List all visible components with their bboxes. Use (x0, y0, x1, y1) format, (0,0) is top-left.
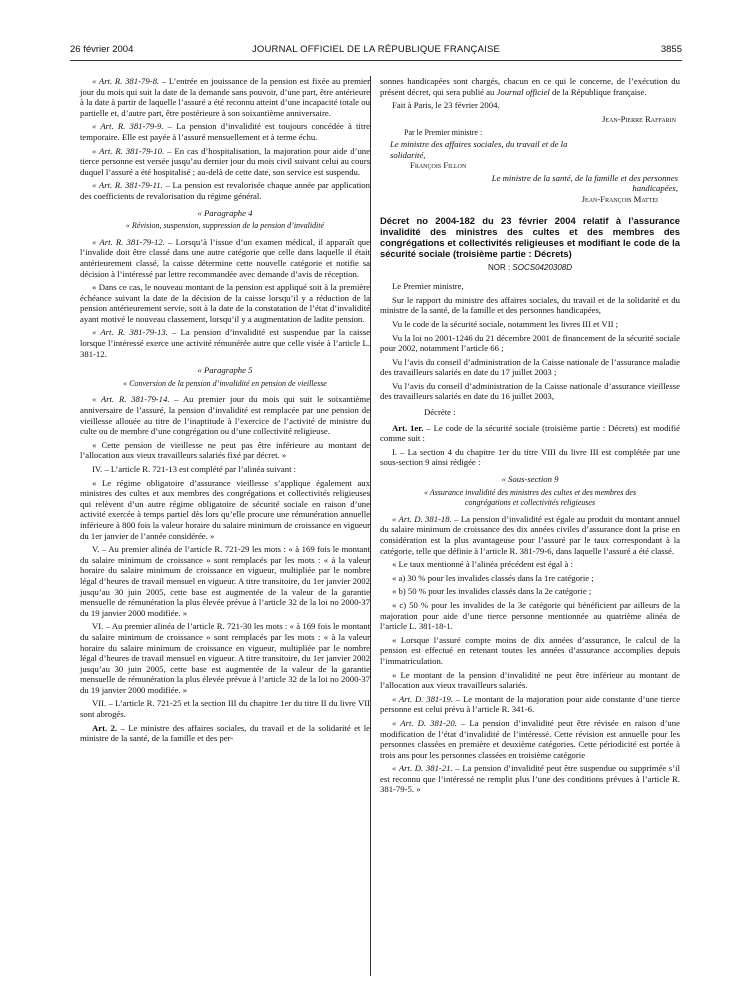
article-2-continued: sonnes handicapées sont chargés, chacun en ce qui le concerne, de l’exécution du présent décret, qui sera publié au Journal officiel de la République française. (380, 76, 680, 97)
signature-prime-minister: Jean-Pierre Raffarin (602, 113, 676, 124)
sous-section-9-title: « Assurance invalidité des ministres des cultes et des membres des congrégations et collectivités religieuses (423, 487, 637, 508)
article-r-381-79-14: « Art. R. 381-79-14. – Au premier jour du mois qui suit le soixantième anniversaire de l’assuré, la pension d’invalidité est remplacée par une pension de vieillesse allouée au titre de l’inaptitude à l’exercice de l’activité de ministre du culte ou de membre d’une congrégation ou d’une collectivité religieuse. (80, 394, 370, 437)
header-date: 26 février 2004 (70, 44, 134, 55)
article-r-381-79-11: « Art. R. 381-79-11. – La pension est revalorisée chaque année par application des coefficients de revalorisation du régime général. (80, 180, 370, 201)
sur-le-rapport: Sur le rapport du ministre des affaires sociales, du travail et de la solidarité et du ministre de la santé, de la famille et des personnes handicapées, (380, 294, 680, 316)
paragraph-4-title: « Révision, suspension, suppression de la pension d’invalidité (125, 221, 325, 231)
section-v: V. – Au premier alinéa de l’article R. 721-29 les mots : « à 169 fois le montant du salaire minimum de croissance » sont remplacés par les mots : « à la valeur horaire du salaire minimum de croissance en vigueur, multipliée par le nombre légal d’heures de travail mensuel en vigueur. A titre transitoire, du 1er janvier 2002 jusqu’au 30 juin 2005, cette base est augmentée de la valeur de la garantie mensuelle de rémunération la plus élevée prévue à l’article 32 de la loi no 2000-37 du 19 janvier 2000 modifiée. » (80, 544, 370, 618)
section-vii: VII. – L’article R. 721-25 et la section III du chapitre 1er du titre II du livre VII sont abrogés. (80, 698, 370, 720)
decrete: Décrète : (424, 407, 456, 418)
article-d-381-20: « Art. D. 381-20. – La pension d’invalidité peut être révisée en raison d’une modification de l’état d’invalidité de l’intéressé. Cette révision est annuelle pour les personnes classées en première et deuxième catégories. Cette périodicité est portée à trois ans pour les personnes classées en troisième catégorie (380, 717, 680, 760)
header-page-number: 3855 (660, 44, 682, 55)
section-i: I. – La section 4 du chapitre 1er du titre VIII du livre III est complétée par une sous-section 9 ainsi rédigée : (380, 446, 680, 468)
vu-avis-cnavts: Vu l’avis du conseil d’administration de la Caisse nationale d’assurance vieillesse des travailleurs salariés en date du 16 juillet 2003, (380, 380, 680, 402)
vu-code: Vu le code de la sécurité sociale, notamment les livres III et VII ; (392, 318, 619, 329)
left-column (80, 76, 370, 747)
column-divider (370, 76, 371, 976)
vu-avis-cnamts: Vu l’avis du conseil d’administration de la Caisse nationale de l’assurance maladie des travailleurs salariés en date du 17 juillet 2003 ; (380, 356, 680, 378)
article-d-381-19: « Art. D. 381-19. – Le montant de la majoration pour aide constante d’une tierce personne est celui prévu à l’article R. 341-6. (380, 693, 680, 715)
minister-sante: Le ministre de la santé, de la famille et des personnes handicapées, (491, 172, 678, 194)
decree-title: Décret no 2004-182 du 23 février 2004 relatif à l’assurance invalidité des ministres des cultes et des membres des congrégations et collectivités religieuses et modifiant le code de la sécurité sociale (troisième partie : Décrets) (380, 214, 680, 259)
paragraph-5-title: « Conversion de la pension d’invalidité en pension de vieillesse (123, 378, 327, 388)
section-iv: IV. – L’article R. 721-13 est complété par l’alinéa suivant : (92, 464, 297, 474)
article-r-381-79-13: « Art. R. 381-79-13. – La pension d’invalidité est suspendue par la caisse lorsque l’intéressé exerce une activité rémunérée autre que celle visée à l’article L. 381-12. (80, 327, 370, 359)
signature-mattei: Jean-François Mattei (581, 193, 658, 204)
article-r-381-79-9: « Art. R. 381-79-9. – La pension d’invalidité est toujours concédée à titre temporaire. Elle est payée à l’assuré mensuellement et à terme échu. (80, 121, 370, 142)
header-journal-title: JOURNAL OFFICIEL DE LA RÉPUBLIQUE FRANÇAISE (251, 44, 501, 55)
taux-intro: « Le taux mentionné à l’alinéa précédent est égal à : (392, 559, 573, 570)
article-r-381-79-14-b: « Cette pension de vieillesse ne peut pas être inférieure au montant de l’allocation aux vieux travailleurs salariés fixé par décret. » (80, 439, 370, 461)
article-r-381-79-12: « Art. R. 381-79-12. – Lorsqu’à l’issue d’un examen médical, il apparaît que l’invalide doit être classé dans une autre catégorie que celle dans laquelle il était antérieurement classé, la caisse détermine cette nouvelle catégorie et notifie sa décision à l’intéressé par lettre recommandée avec demande d’avis de réception. (80, 236, 370, 279)
nor-reference: NOR : SOCS0420308D (487, 262, 573, 272)
paragraph-4-heading: « Paragraphe 4 (197, 207, 253, 218)
paragraph-5-heading: « Paragraphe 5 (197, 365, 253, 376)
par-le-premier-ministre: Par le Premier ministre : (404, 128, 483, 138)
taux-a: « a) 30 % pour les invalides classés dans la 1re catégorie ; (392, 572, 594, 583)
sous-section-9-heading: « Sous-section 9 (501, 474, 559, 485)
right-column (380, 76, 680, 798)
section-iv-quote: « Le régime obligatoire d’assurance vieillesse s’applique également aux ministres des cultes et aux membres des congrégations et collectivités religieuses qui relèvent d’un autre régime obligatoire de sécurité sociale en raison d’une activité exercée à temps partiel dès lors qu’elle procure une rémunération annuelle inférieure à 800 fois la valeur horaire du salaire minimum de croissance en vigueur du 1er janvier de l’année considérée. » (80, 477, 370, 541)
article-d-381-18: « Art. D. 381-18. – La pension d’invalidité est égale au produit du montant annuel du salaire minimum de croissance des dix années civiles d’assurance dont la prise en considération est la plus avantageuse pour l’assuré par le taux correspondant à la catégorie, telle que définie à l’article R. 381-79-6, dans laquelle l’assuré a été classé. (380, 513, 680, 556)
article-2: Art. 2. – Le ministre des affaires sociales, du travail et de la solidarité et le ministre de la santé, de la famille et des per- (80, 722, 370, 744)
article-r-381-79-8: « Art. R. 381-79-8. – L’entrée en jouissance de la pension est fixée au premier jour du mois qui suit la date de la demande sans pouvoir, d’une part, être antérieure à la date à partir de laquelle l’assuré a été reconnu atteint d’une incapacité totale ou partielle et, d’autre part, être postérieure à son soixantième anniversaire. (80, 76, 370, 118)
minister-affaires-sociales: Le ministre des affaires sociales, du travail et de la solidarité, (390, 138, 568, 160)
premier-ministre: Le Premier ministre, (392, 281, 464, 292)
article-d-381-21: « Art. D. 381-21. – La pension d’invalidité peut être suspendue ou supprimée s’il est reconnu que l’intéressé ne remplit plus l’une des conditions prévues à l’article R. 381-79-5. » (380, 763, 680, 795)
taux-b: « b) 50 % pour les invalides classés dans la 2e catégorie ; (392, 586, 592, 597)
section-vi: VI. – Au premier alinéa de l’article R. 721-30 les mots : « à 169 fois le montant du salaire minimum de croissance » sont remplacés par les mots : « à la valeur horaire du salaire minimum de croissance en vigueur, multipliée par le nombre légal d’heures de travail mensuel en vigueur. A titre transitoire, du 1er janvier 2002 jusqu’au 30 juin 2005, cette base est augmentée de la valeur de la garantie mensuelle de rémunération la plus élevée prévue à l’article 32 de la loi no 2000-37 du 19 janvier 2000 modifiée. » (80, 621, 370, 695)
article-r-381-79-12-b: « Dans ce cas, le nouveau montant de la pension est appliqué soit à la première échéance suivant la date de la décision de la caisse lorsqu’il y a réduction de la pension antérieurement servie, soit à la date de la constatation de l’état d’invalidité ayant motivé le nouveau classement, lorsqu’il y a augmentation de ladite pension. (80, 282, 370, 324)
fait-a-paris: Fait à Paris, le 23 février 2004. (392, 100, 500, 111)
moins-de-dix-annees: « Lorsque l’assuré compte moins de dix années d’assurance, le calcul de la pension est effectué en retenant toutes les années d’assurance accomplies depuis l’immatriculation. (380, 634, 680, 666)
page-header (70, 44, 682, 61)
vu-loi: Vu la loi no 2001-1246 du 21 décembre 2001 de financement de la sécurité sociale pour 2002, notamment l’article 66 ; (380, 332, 680, 354)
signature-fillon: François Fillon (410, 160, 467, 171)
montant-minimum: « Le montant de la pension d’invalidité ne peut être inférieur au montant de l’allocation aux vieux travailleurs salariés. (380, 669, 680, 691)
article-1: Art. 1er. – Le code de la sécurité sociale (troisième partie : Décrets) est modifié comme suit : (380, 422, 681, 444)
taux-c: « c) 50 % pour les invalides de la 3e catégorie qui bénéficient par ailleurs de la majoration pour aide d’une tierce personne mentionnée au quatrième alinéa de l’article L. 381-18-1. (380, 599, 680, 632)
article-r-381-79-10: « Art. R. 381-79-10. – En cas d’hospitalisation, la majoration pour aide d’une tierce personne est versée jusqu’au dernier jour du mois civil suivant celui au cours duquel l’assuré a été hospitalisé ; au-delà de cette date, son service est suspendu. (80, 145, 370, 177)
